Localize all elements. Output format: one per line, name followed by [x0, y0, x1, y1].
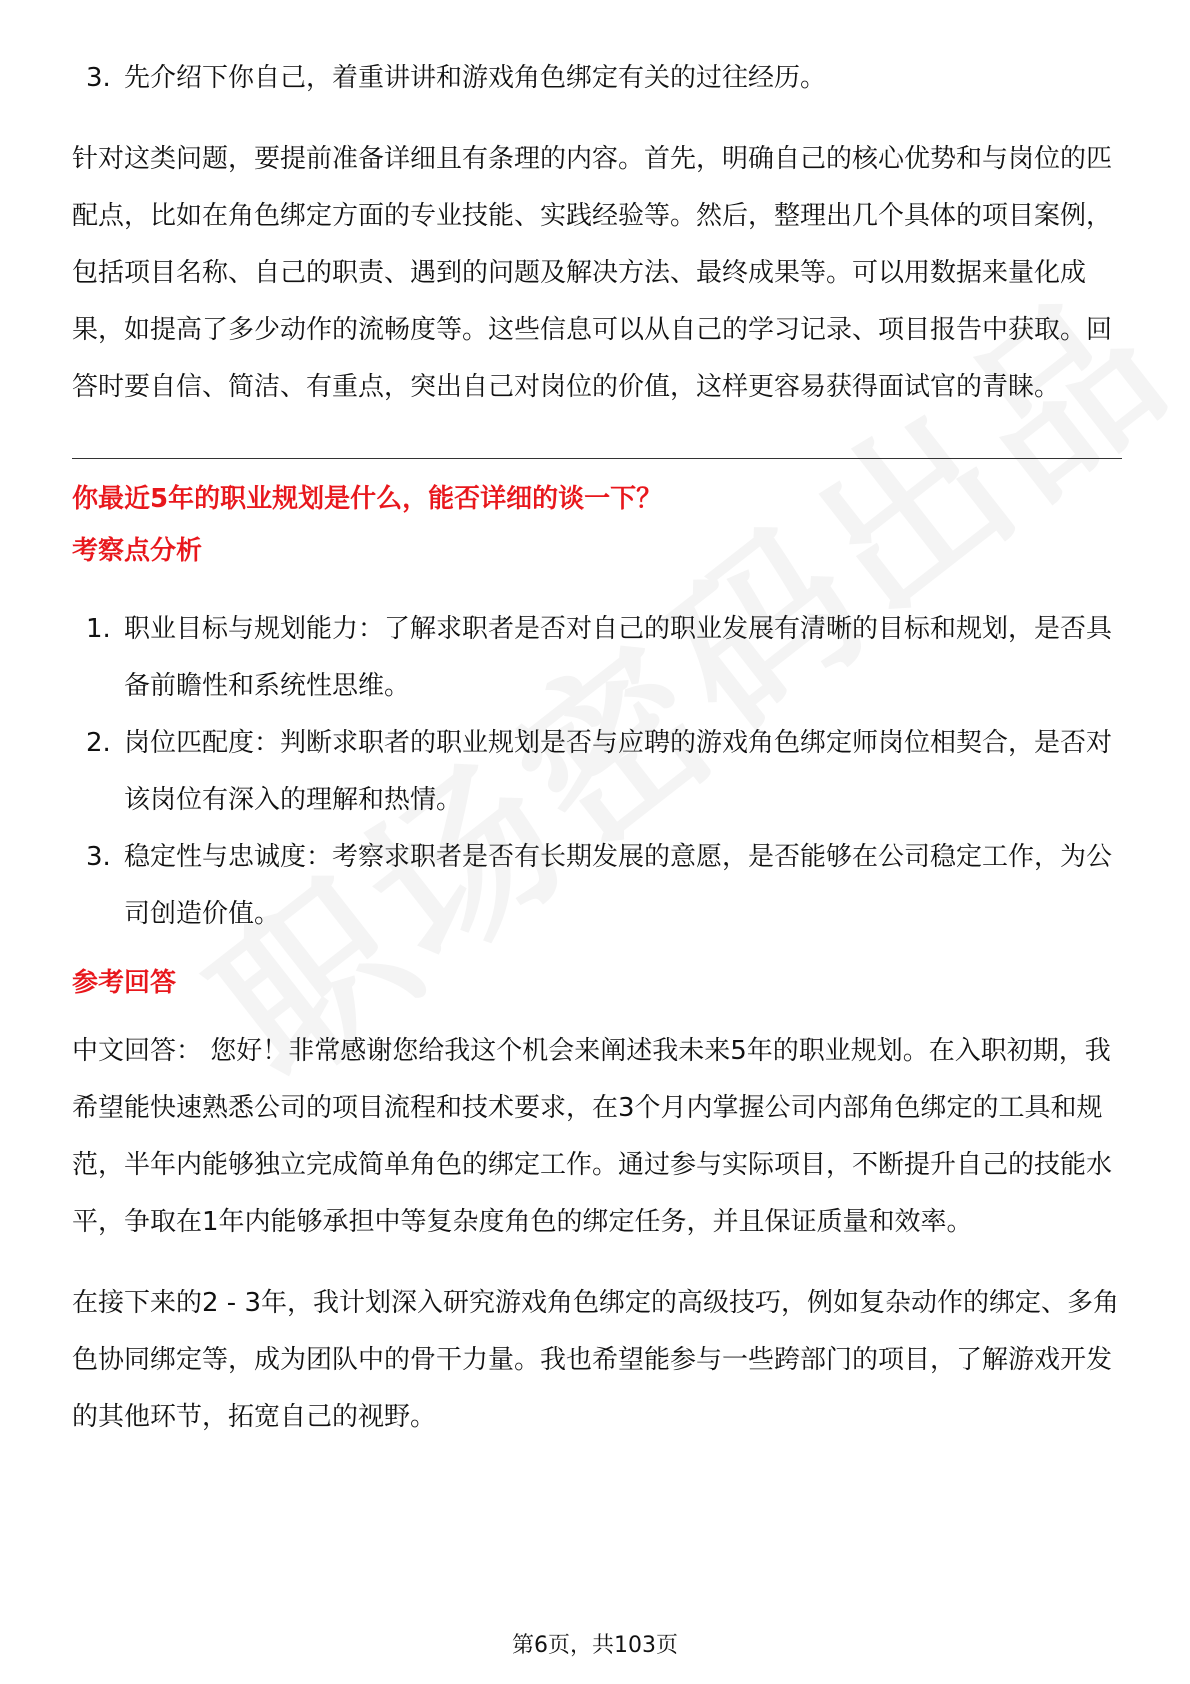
analysis-item-3 — [72, 829, 1122, 943]
answer-paragraph-2: 在接下来的2 - 3年，我计划深入研究游戏角色绑定的高级技巧，例如复杂动作的绑定、多角色协同绑定等，成为团队中的骨干力量。我也希望能参与一些跨部门的项目，了解游戏开发的其他环节，拓宽自己的视野。 — [72, 1288, 1119, 1432]
answer-paragraph-1: 中文回答： 您好！非常感谢您给我这个机会来阐述我未来5年的职业规划。在入职初期，我希望能快速熟悉公司的项目流程和技术要求，在3个月内掌握公司内部角色绑定的工具和规范，半年内能够独立完成简单角色的绑定工作。通过参与实际项目，不断提升自己的技能水平，争取在1年内能够承担中等复杂度角色的绑定任务，并且保证质量和效率。 — [72, 1036, 1113, 1237]
list-number: 1. — [86, 614, 111, 644]
list-text: 稳定性与忠诚度：考察求职者是否有长期发展的意愿，是否能够在公司稳定工作，为公司创造价值。 — [124, 842, 1113, 929]
question-title: 你最近5年的职业规划是什么，能否详细的谈一下？ — [72, 484, 663, 514]
analysis-item-2 — [72, 715, 1122, 829]
list-item-top — [72, 50, 1122, 107]
page-content — [72, 50, 1122, 1446]
answer-title: 参考回答 — [72, 968, 177, 998]
page-footer: 第6页，共103页 — [512, 1633, 678, 1658]
section-divider — [72, 458, 1122, 459]
list-text: 岗位匹配度：判断求职者的职业规划是否与应聘的游戏角色绑定师岗位相契合，是否对该岗位有深入的理解和热情。 — [124, 728, 1113, 815]
list-text: 职业目标与规划能力：了解求职者是否对自己的职业发展有清晰的目标和规划，是否具备前瞻性和系统性思维。 — [124, 614, 1113, 701]
intro-paragraph: 针对这类问题，要提前准备详细且有条理的内容。首先，明确自己的核心优势和与岗位的匹配点，比如在角色绑定方面的专业技能、实践经验等。然后，整理出几个具体的项目案例，包括项目名称、自己的职责、遇到的问题及解决方法、最终成果等。可以用数据来量化成果，如提高了多少动作的流畅度等。这些信息可以从自己的学习记录、项目报告中获取。回答时要自信、简洁、有重点，突出自己对岗位的价值，这样更容易获得面试官的青睐。 — [72, 144, 1113, 402]
analysis-item-1 — [72, 601, 1122, 715]
list-number: 2. — [86, 728, 111, 758]
analysis-title: 考察点分析 — [72, 536, 203, 566]
list-text: 先介绍下你自己，着重讲讲和游戏角色绑定有关的过往经历。 — [124, 63, 827, 93]
list-number: 3. — [86, 63, 111, 93]
list-number: 3. — [86, 842, 111, 872]
